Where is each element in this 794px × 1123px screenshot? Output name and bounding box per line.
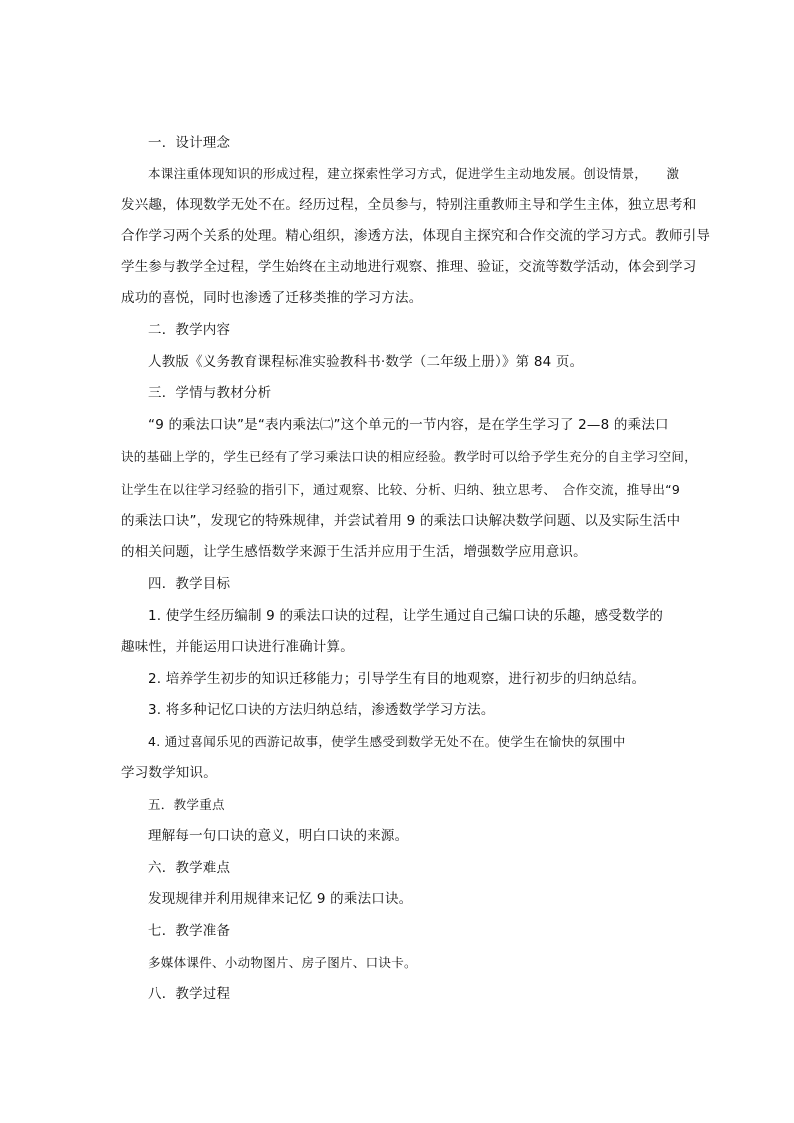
paragraph-line: 理解每一句口诀的意义，明白口诀的来源。	[148, 828, 409, 844]
paragraph-line: 本课注重体现知识的形成过程，建立探索性学习方式，促进学生主动地发展。创设情景， 激	[148, 166, 680, 181]
paragraph-line: 的乘法口诀”，发现它的特殊规律，并尝试着用 9 的乘法口诀解决数学问题、以及实际生活中	[121, 513, 681, 529]
section-heading-analysis: 三．学情与教材分析	[148, 385, 272, 401]
section-heading-teaching-content: 二．教学内容	[148, 322, 231, 338]
section-heading-preparation: 七．教学准备	[148, 923, 231, 939]
paragraph-line: 成功的喜悦，同时也渗透了迁移类推的学习方法。	[121, 290, 423, 306]
section-heading-key-points: 五．教学重点	[148, 797, 225, 812]
paragraph-line: 让学生在以往学习经验的指引下，通过观察、比较、分析、归纳、独立思考、 合作交流，推导出“9	[121, 482, 681, 497]
goal-item-continuation: 趣味性，并能运用口诀进行准确计算。	[121, 639, 354, 655]
goal-item-continuation: 学习数学知识。	[121, 765, 217, 781]
paragraph-line: 人教版《义务教育课程标准实验教科书·数学（二年级上册）》第 84 页。	[148, 354, 584, 370]
paragraph-line: 诀的基础上学的，学生已经有了学习乘法口诀的相应经验。教学时可以给予学生充分的自主学习空间，	[121, 449, 698, 464]
paragraph-line: 的相关问题，让学生感悟数学来源于生活并应用于生活，增强数学应用意识。	[121, 544, 587, 560]
goal-item: 1. 使学生经历编制 9 的乘法口诀的过程，让学生通过自己编口诀的乐趣，感受数学的	[148, 608, 664, 624]
paragraph-line: 学生参与教学全过程，学生始终在主动地进行观察、推理、验证，交流等数学活动，体会到学习	[121, 259, 697, 275]
section-heading-difficult-points: 六．教学难点	[148, 860, 231, 876]
section-heading-teaching-process: 八．教学过程	[148, 986, 231, 1002]
paragraph-line: 发现规律并利用规律来记忆 9 的乘法口诀。	[148, 891, 413, 907]
paragraph-line: 发兴趣，体现数学无处不在。经历过程，全员参与，特别注重教师主导和学生主体，独立思考和	[121, 197, 697, 213]
paragraph-line: 多媒体课件、小动物图片、房子图片、口诀卡。	[148, 955, 417, 970]
section-heading-teaching-goals: 四．教学目标	[148, 576, 231, 592]
goal-item: 2. 培养学生初步的知识迁移能力；引导学生有目的地观察，进行初步的归纳总结。	[148, 671, 646, 687]
goal-item: 3. 将多种记忆口诀的方法归纳总结，渗透数学学习方法。	[148, 702, 495, 718]
section-heading-design-concept: 一．设计理念	[148, 135, 231, 151]
goal-item: 4. 通过喜闻乐见的西游记故事，使学生感受到数学无处不在。使学生在愉快的氛围中	[148, 734, 626, 749]
paragraph-line: “9 的乘法口诀”是“表内乘法㈡”这个单元的一节内容，是在学生学习了 2—8 的乘法口	[148, 417, 669, 433]
paragraph-line: 合作学习两个关系的处理。精心组织，渗透方法，体现自主探究和合作交流的学习方式。教师引导	[121, 228, 711, 244]
